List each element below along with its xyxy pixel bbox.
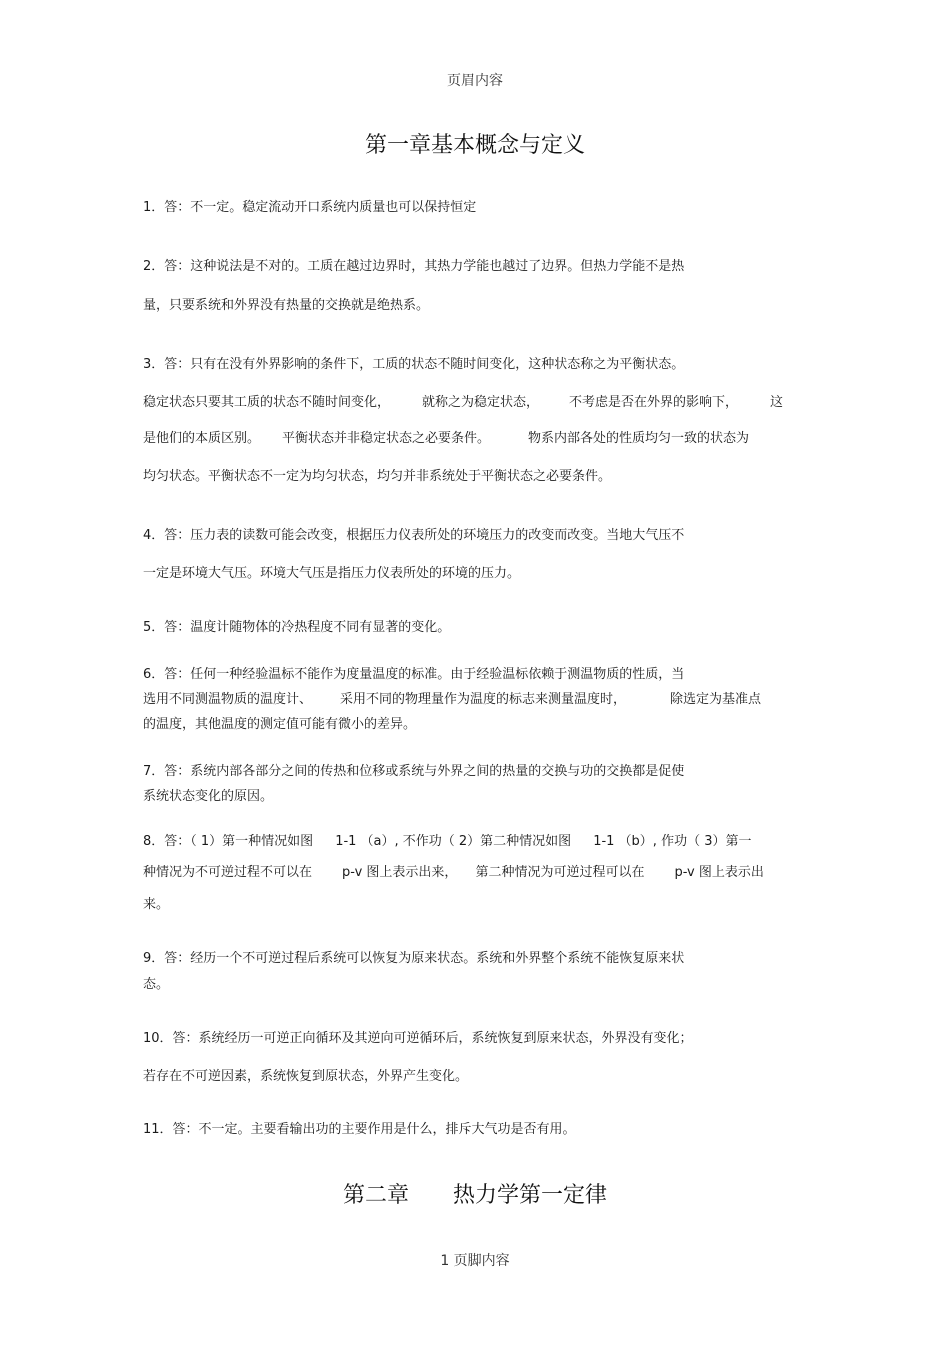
answer-8-seg-2: 1-1 （a）, 不作功（ 2）第二种情况如图 (335, 834, 572, 849)
answer-3-seg-1: 稳定状态只要其工质的状态不随时间变化， (143, 395, 391, 410)
answer-4-line-1: 4．答：压力表的读数可能会改变，根据压力仪表所处的环境压力的改变而改变。当地大气压不 (143, 528, 685, 543)
answer-6-seg-1: 选用不同测温物质的温度计、 (143, 692, 313, 707)
answer-8-seg-3: 1-1 （b）, 作功（ 3）第一 (593, 834, 752, 849)
answer-6-line-2 (143, 692, 761, 708)
answer-3-line-2 (143, 395, 783, 411)
answer-8-seg-1: 8．答：（ 1）第一种情况如图 (143, 834, 314, 849)
answer-3-seg-5: 是他们的本质区别。 (143, 431, 261, 446)
answer-1-line-1: 1．答：不一定。稳定流动开口系统内质量也可以保持恒定 (143, 200, 477, 215)
answer-6-seg-2: 采用不同的物理量作为温度的标志来测量温度时， (340, 692, 627, 707)
answer-2-line-1: 2．答：这种说法是不对的。工质在越过边界时，其热力学能也越过了边界。但热力学能不是热 (143, 259, 685, 274)
answer-3-seg-6: 平衡状态并非稳定状态之必要条件。 (282, 431, 491, 446)
answer-8-seg-7: p-v 图上表示出 (674, 865, 764, 880)
chapter-1-title: 第一章基本概念与定义 (364, 133, 585, 158)
answer-5-line-1: 5．答：温度计随物体的冷热程度不同有显著的变化。 (143, 620, 451, 635)
chapter-2-title: 第二章 热力学第一定律 (342, 1183, 607, 1208)
answer-8-line-3: 来。 (143, 897, 170, 912)
answer-11-line-1: 11．答：不一定。主要看输出功的主要作用是什么，排斥大气功是否有用。 (143, 1122, 576, 1137)
page-header: 页眉内容 (447, 73, 503, 89)
answer-7-line-1: 7．答：系统内部各部分之间的传热和位移或系统与外界之间的热量的交换与功的交换都是促使 (143, 764, 685, 779)
answer-3-line-4: 均匀状态。平衡状态不一定为均匀状态，均匀并非系统处于平衡状态之必要条件。 (143, 469, 612, 484)
answer-10-line-1: 10．答：系统经历一可逆正向循环及其逆向可逆循环后，系统恢复到原来状态，外界没有变化； (143, 1031, 693, 1046)
answer-7-line-2: 系统状态变化的原因。 (143, 789, 274, 804)
answer-10-line-2: 若存在不可逆因素，系统恢复到原状态，外界产生变化。 (143, 1069, 469, 1084)
answer-3-seg-3: 不考虑是否在外界的影响下， (569, 395, 739, 410)
answer-2-line-2: 量，只要系统和外界没有热量的交换就是绝热系。 (143, 298, 430, 313)
answer-6-seg-3: 除选定为基准点 (670, 692, 762, 707)
answer-9-line-1: 9．答：经历一个不可逆过程后系统可以恢复为原来状态。系统和外界整个系统不能恢复原来状 (143, 951, 685, 966)
answer-9-line-2: 态。 (143, 977, 170, 992)
answer-8-seg-5: p-v 图上表示出来， (342, 865, 458, 880)
answer-6-line-3: 的温度，其他温度的测定值可能有微小的差异。 (143, 717, 417, 732)
answer-3-seg-7: 物系内部各处的性质均匀一致的状态为 (528, 431, 750, 446)
page-footer: 1 页脚内容 (440, 1253, 510, 1269)
answer-8-seg-4: 种情况为不可逆过程不可以在 (143, 865, 313, 880)
answer-4-line-2: 一定是环境大气压。环境大气压是指压力仪表所处的环境的压力。 (143, 566, 521, 581)
answer-8-line-1 (143, 834, 751, 850)
answer-6-line-1: 6．答：任何一种经验温标不能作为度量温度的标准。由于经验温标依赖于测温物质的性质，当 (143, 667, 685, 682)
answer-8-line-2 (143, 865, 764, 881)
answer-3-line-1: 3．答：只有在没有外界影响的条件下，工质的状态不随时间变化，这种状态称之为平衡状态。 (143, 357, 685, 372)
answer-3-line-3 (143, 431, 749, 447)
answer-8-seg-6: 第二种情况为可逆过程可以在 (475, 865, 645, 880)
answer-3-seg-4: 这 (770, 395, 784, 410)
answer-3-seg-2: 就称之为稳定状态， (422, 395, 540, 410)
